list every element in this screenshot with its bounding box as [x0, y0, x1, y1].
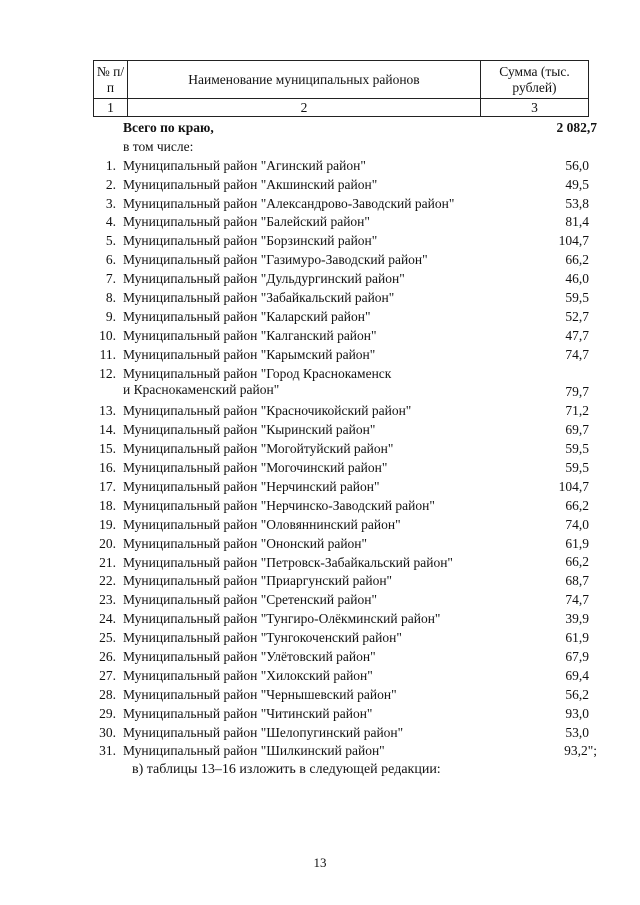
table-row [93, 535, 603, 554]
district-sum: 74,0 [565, 516, 589, 532]
row-number: 6. [105, 252, 116, 268]
header-row [94, 61, 589, 99]
row-number: 7. [105, 271, 116, 287]
row-number: 10. [99, 327, 116, 343]
header-cell-number: № п/п [94, 61, 128, 99]
column-number-row [94, 99, 589, 117]
district-sum: 53,8 [565, 195, 589, 211]
row-number: 11. [99, 346, 116, 362]
table-row [93, 365, 603, 403]
table-row [93, 667, 603, 686]
district-name: Муниципальный район "Чернышевский район" [123, 686, 397, 702]
header-cell-name: Наименование муниципальных районов [128, 61, 481, 99]
row-number: 1. [105, 157, 116, 173]
district-sum: 39,9 [565, 611, 589, 627]
district-sum: 61,9 [565, 630, 589, 646]
table-row [93, 686, 603, 705]
district-sum: 81,4 [565, 214, 589, 230]
district-sum: 59,5 [565, 441, 589, 457]
district-name: Муниципальный район "Хилокский район" [123, 667, 373, 683]
district-name: Муниципальный район "Агинский район" [123, 157, 366, 173]
district-name: Муниципальный район "Красночикойский район" [123, 403, 412, 419]
district-list [93, 119, 603, 761]
district-name: Муниципальный район "Кыринский район" [123, 422, 376, 438]
district-sum: 46,0 [565, 271, 589, 287]
row-number: 20. [99, 535, 116, 551]
table-row [93, 554, 603, 573]
table-row [93, 629, 603, 648]
district-name: Муниципальный район "Сретенский район" [123, 592, 377, 608]
district-sum: 56,2 [565, 686, 589, 702]
district-name: Муниципальный район "Петровск-Забайкальский район" [123, 554, 453, 570]
district-name: Муниципальный район "Александрово-Заводский район" [123, 195, 455, 211]
page-number: 13 [313, 855, 327, 870]
district-name: Муниципальный район "Тунгиро-Олёкминский район" [123, 611, 441, 627]
header-cell-sum: Сумма (тыс. рублей) [481, 61, 589, 99]
district-sum: 69,7 [565, 422, 589, 438]
district-name: Муниципальный район "Забайкальский район" [123, 290, 395, 306]
subtotal-caption: в том числе: [123, 138, 194, 154]
table-row [93, 516, 603, 535]
district-name: Муниципальный район "Оловяннинский район" [123, 516, 401, 532]
district-sum: 56,0 [565, 157, 589, 173]
total-label: Всего по краю, [123, 120, 214, 135]
table-row [93, 195, 603, 214]
district-name: Муниципальный район "Шелопугинский район" [123, 724, 404, 740]
table-row [93, 440, 603, 459]
district-name: Муниципальный район "Калганский район" [123, 327, 377, 343]
district-name: Муниципальный район "Нерчинский район" [123, 478, 380, 494]
district-sum: 66,2 [565, 252, 589, 268]
row-number: 19. [99, 516, 116, 532]
district-sum: 69,4 [565, 667, 589, 683]
row-number: 23. [99, 592, 116, 608]
table-row [93, 724, 603, 743]
row-number: 24. [99, 611, 116, 627]
district-sum: 67,9 [565, 648, 589, 664]
row-number: 13. [99, 403, 116, 419]
district-sum: 74,7 [565, 592, 589, 608]
table-row [93, 232, 603, 251]
district-name-line-1: Муниципальный район "Город Краснокаменск [123, 365, 392, 381]
district-name: Муниципальный район "Нерчинско-Заводский район" [123, 497, 435, 513]
district-sum: 52,7 [565, 308, 589, 324]
row-number: 12. [99, 365, 116, 381]
district-name: Муниципальный район "Тунгокоченский район" [123, 630, 402, 646]
total-value: 2 082,7 [556, 119, 597, 135]
column-number-1: 1 [94, 99, 128, 117]
row-number: 4. [105, 214, 116, 230]
row-number: 3. [105, 195, 116, 211]
row-number: 21. [99, 554, 116, 570]
row-number: 26. [99, 648, 116, 664]
table-row [93, 648, 603, 667]
district-name: Муниципальный район "Могочинский район" [123, 460, 388, 476]
instruction-text: в) таблицы 13–16 изложить в следующей редакции: [132, 762, 441, 777]
table-row [93, 176, 603, 195]
table-row [93, 308, 603, 327]
row-number: 29. [99, 705, 116, 721]
district-name: Муниципальный район "Балейский район" [123, 214, 370, 230]
row-number: 22. [99, 573, 116, 589]
row-number: 30. [99, 724, 116, 740]
district-sum: 74,7 [565, 346, 589, 362]
district-name [123, 366, 391, 399]
header-table [93, 60, 589, 117]
table-row [93, 346, 603, 365]
table-row [93, 497, 603, 516]
row-number: 31. [99, 743, 116, 759]
district-sum: 66,2 [565, 497, 589, 513]
table-row [93, 591, 603, 610]
district-sum: 47,7 [565, 327, 589, 343]
district-sum: 59,5 [565, 290, 589, 305]
subtotal-caption-row [93, 138, 603, 157]
table-row [93, 572, 603, 591]
table-row [93, 705, 603, 724]
table-row [93, 459, 603, 478]
row-number: 17. [99, 478, 116, 494]
district-name: Муниципальный район "Дульдургинский район" [123, 271, 405, 287]
row-number: 25. [99, 630, 116, 646]
district-name: Муниципальный район "Приаргунский район" [123, 573, 393, 589]
row-number: 27. [99, 667, 116, 683]
row-number: 28. [99, 686, 116, 702]
column-number-2: 2 [128, 99, 481, 117]
district-name-line-2: и Краснокаменский район" [123, 382, 280, 398]
table-row [93, 289, 603, 308]
table-row [93, 157, 603, 176]
district-sum: 93,0 [565, 705, 589, 721]
district-name: Муниципальный район "Борзинский район" [123, 233, 378, 249]
column-number-3: 3 [481, 99, 589, 117]
district-sum: 59,5 [565, 460, 589, 476]
district-sum: 104,7 [558, 478, 589, 494]
district-sum: 66,2 [565, 554, 589, 570]
row-number: 14. [99, 422, 116, 438]
row-number: 8. [105, 290, 116, 306]
district-name: Муниципальный район "Ононский район" [123, 535, 368, 551]
table-row [93, 327, 603, 346]
table-row [93, 610, 603, 629]
row-number: 9. [105, 308, 116, 324]
district-sum: 79,7 [565, 384, 589, 400]
total-row [93, 119, 603, 138]
district-sum: 53,0 [565, 724, 589, 740]
district-name: Муниципальный район "Акшинский район" [123, 176, 378, 192]
row-number: 15. [99, 441, 116, 457]
table-row [93, 213, 603, 232]
district-sum: 93,2"; [564, 743, 597, 759]
table-row [93, 421, 603, 440]
district-sum: 104,7 [558, 233, 589, 249]
district-sum: 71,2 [565, 403, 589, 419]
table-row [93, 478, 603, 497]
table-row [93, 270, 603, 289]
table-row [93, 402, 603, 421]
district-name: Муниципальный район "Могойтуйский район" [123, 441, 394, 457]
district-name: Муниципальный район "Читинский район" [123, 705, 373, 721]
row-number: 5. [105, 233, 116, 249]
district-name: Муниципальный район "Каларский район" [123, 308, 371, 324]
table-row [93, 251, 603, 270]
district-sum: 61,9 [565, 535, 589, 551]
row-number: 2. [105, 176, 116, 192]
district-sum: 68,7 [565, 573, 589, 589]
table-row [93, 742, 603, 761]
district-name: Муниципальный район "Шилкинский район" [123, 743, 385, 759]
district-sum: 49,5 [565, 176, 589, 192]
district-name: Муниципальный район "Карымский район" [123, 346, 376, 362]
district-name: Муниципальный район "Улётовский район" [123, 648, 376, 664]
row-number: 16. [99, 460, 116, 476]
district-name: Муниципальный район "Газимуро-Заводский район" [123, 252, 428, 268]
row-number: 18. [99, 497, 116, 513]
